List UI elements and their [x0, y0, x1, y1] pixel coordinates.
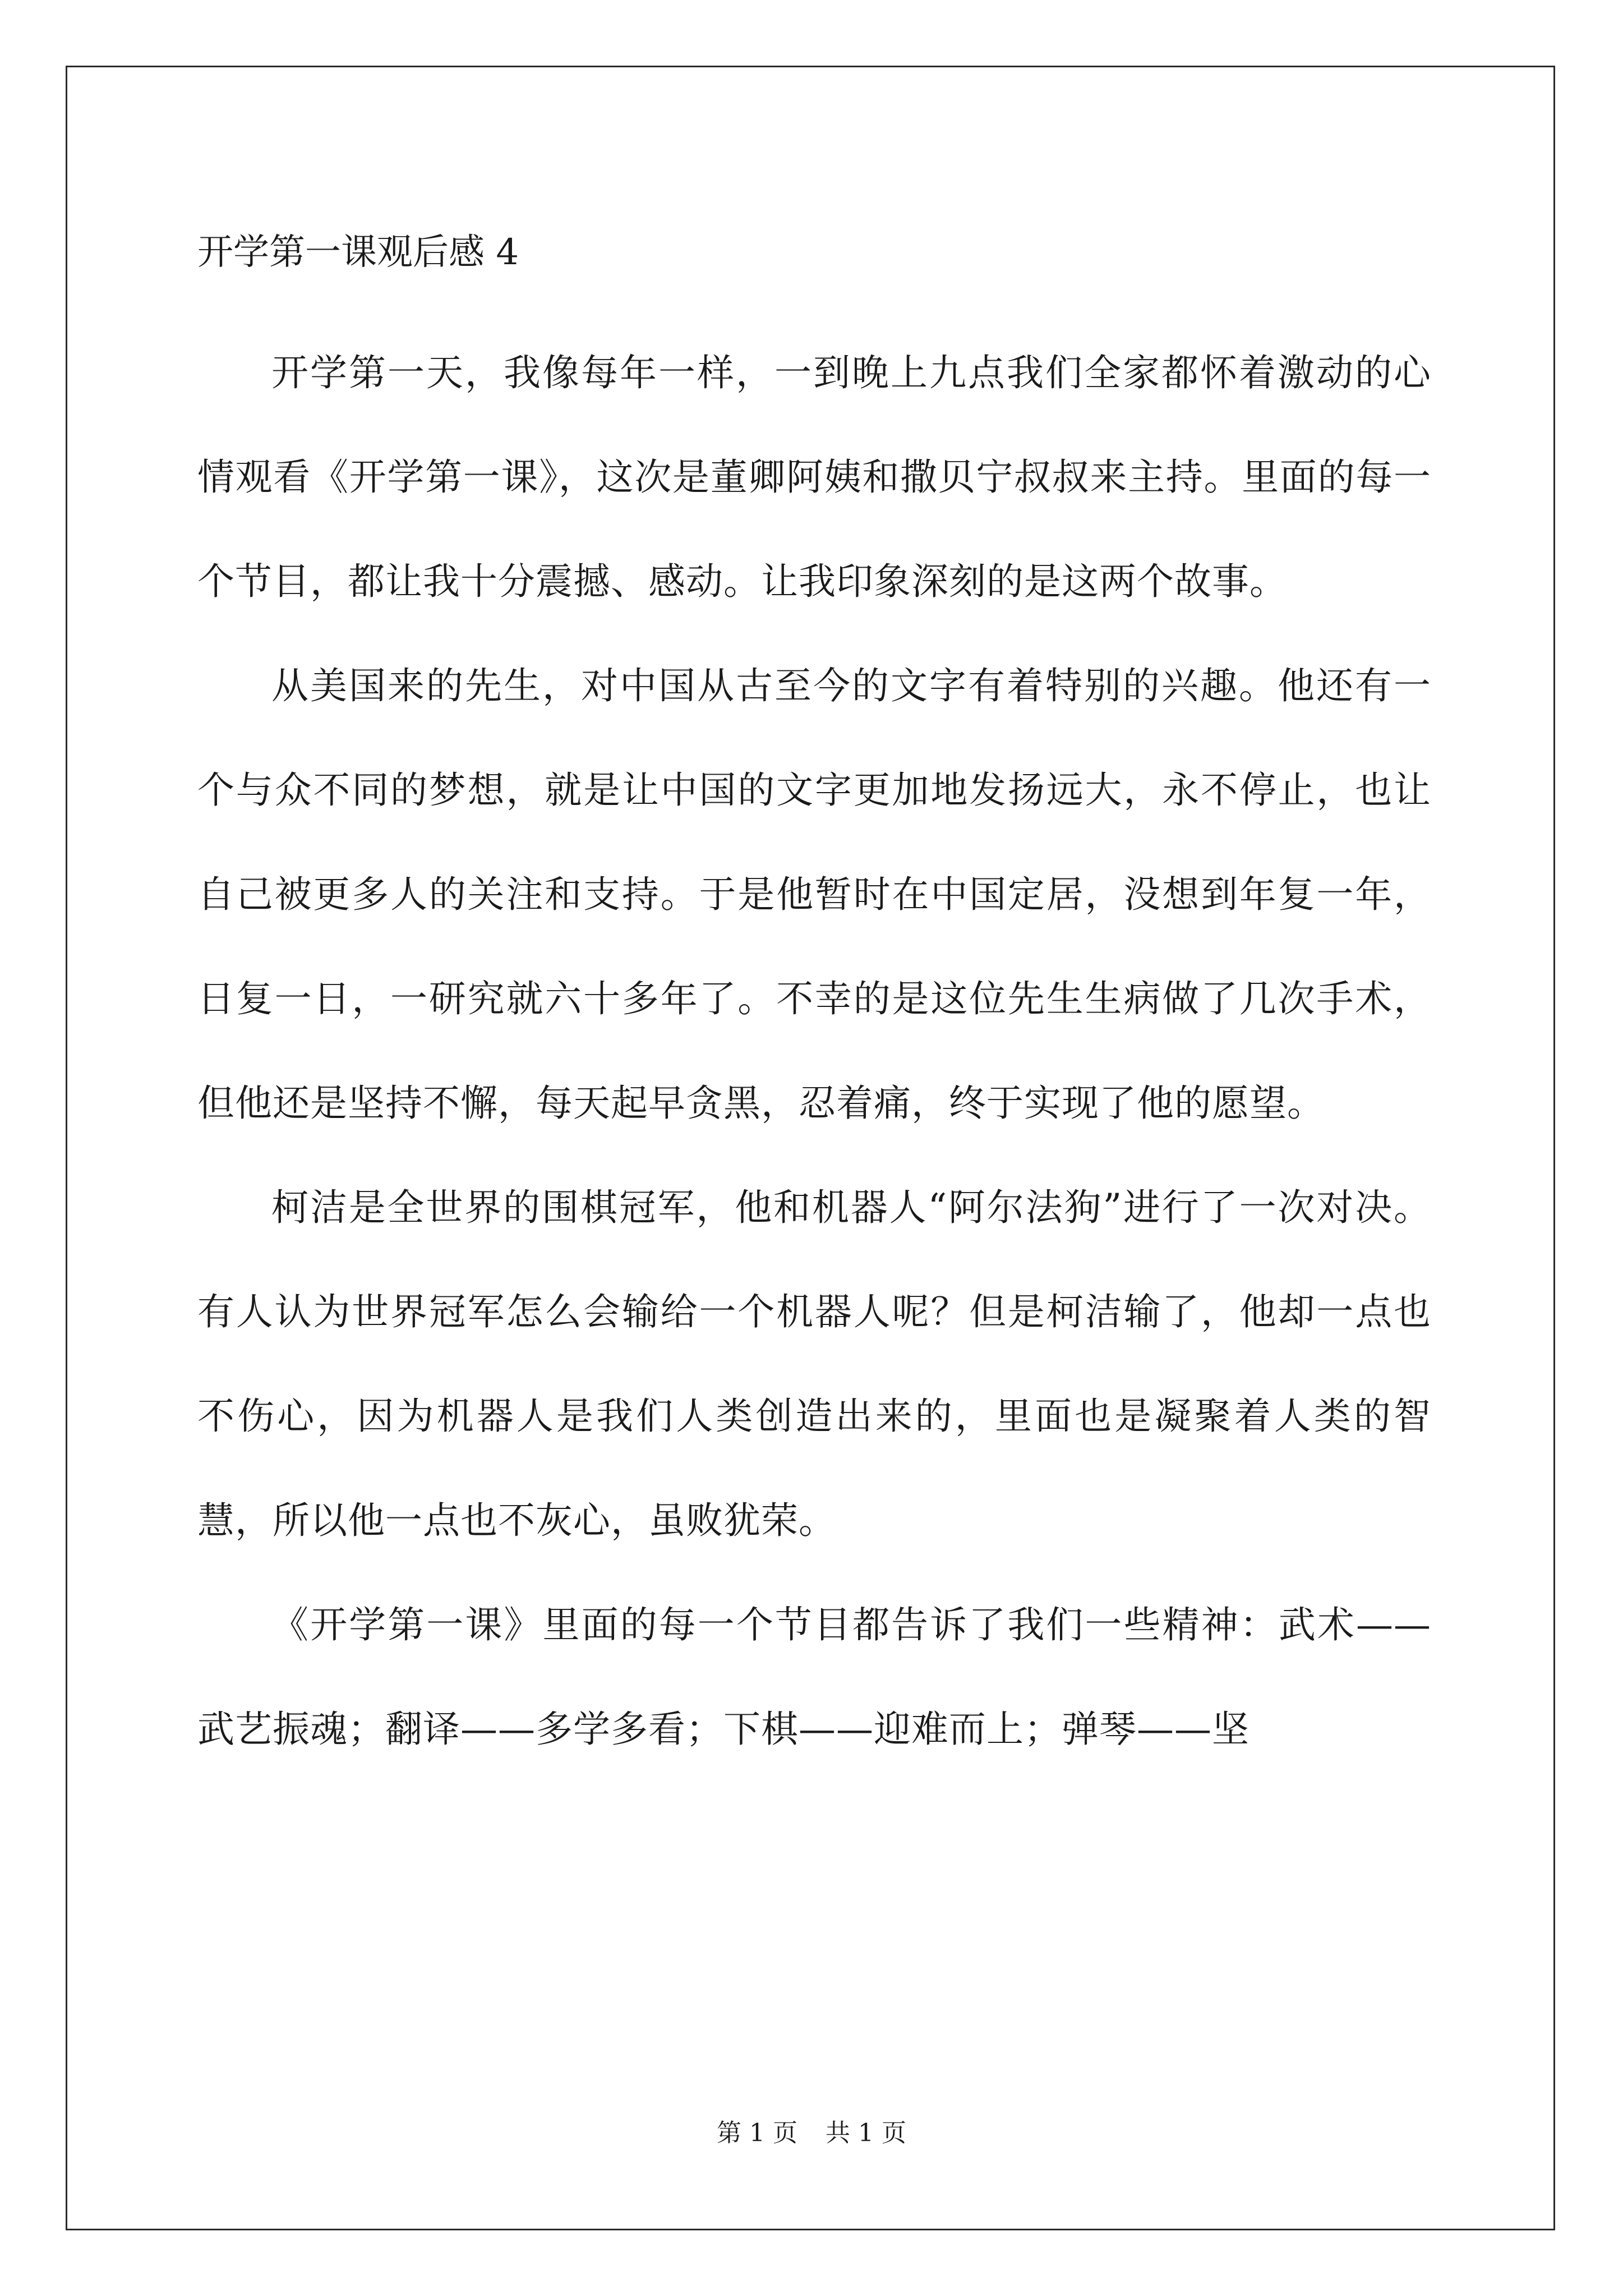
page-footer: [0, 2116, 1623, 2150]
paragraph-3: 柯洁是全世界的围棋冠军，他和机器人“阿尔法狗”进行了一次对决。有人认为世界冠军怎么会输给一个机器人呢？但是柯洁输了，他却一点也不伤心，因为机器人是我们人类创造出来的，里面也是凝聚着人类的智慧，所以他一点也不灰心，虽败犹荣。: [197, 1186, 1431, 1542]
paragraph-1: 开学第一天，我像每年一样，一到晚上九点我们全家都怀着激动的心情观看《开学第一课》，这次是董卿阿姨和撒贝宁叔叔来主持。里面的每一个节目，都让我十分震撼、感动。让我印象深刻的是这两个故事。: [197, 351, 1431, 603]
paragraph-2: 从美国来的先生，对中国从古至今的文字有着特别的兴趣。他还有一个与众不同的梦想，就是让中国的文字更加地发扬远大，永不停止，也让自己被更多人的关注和支持。于是他暂时在中国定居，没想到年复一年，日复一日，一研究就六十多年了。不幸的是这位先生生病做了几次手术，但他还是坚持不懈，每天起早贪黑，忍着痛，终于实现了他的愿望。: [197, 664, 1431, 1125]
page-total: 共 1 页: [826, 2119, 906, 2147]
document-body: [197, 219, 1431, 1782]
paragraph-4: 《开学第一课》里面的每一个节目都告诉了我们一些精神：武术——武艺振魂；翻译——多学多看；下棋——迎难而上；弹琴——坚: [197, 1603, 1431, 1751]
document-title: 开学第一课观后感 4: [197, 232, 519, 273]
page-number: 第 1 页: [717, 2119, 797, 2147]
